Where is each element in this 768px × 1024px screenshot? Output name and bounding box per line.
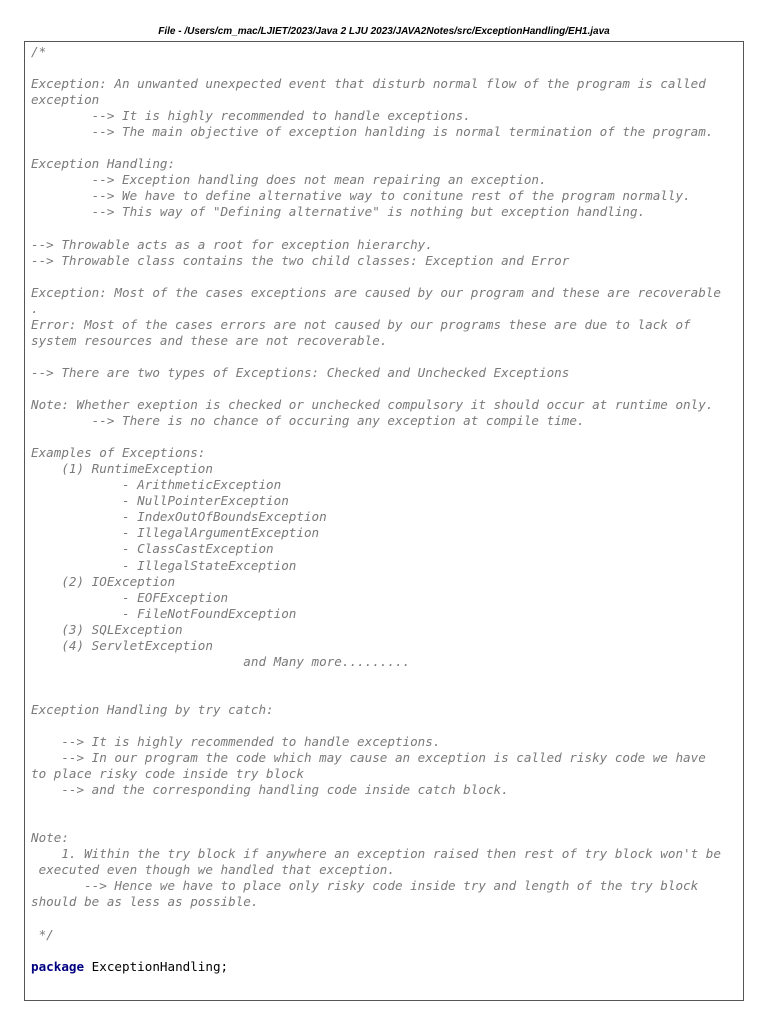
comment-line: --> There are two types of Exceptions: Checked and Unchecked Exceptions [31, 364, 570, 380]
comment-line [31, 686, 721, 702]
comment-line: - IllegalArgumentException [31, 525, 320, 541]
comment-line: Exception: An unwanted unexpected event that disturb normal flow of the program is called [31, 76, 706, 92]
comment-line: (4) ServletException [31, 637, 213, 653]
comment-line: - FileNotFoundException [31, 605, 297, 621]
comment-line: - NullPointerException [31, 493, 289, 509]
comment-line: Error: Most of the cases errors are not caused by our programs these are due to lack of [31, 316, 691, 332]
comment-line [31, 911, 721, 927]
comment-line: --> We have to define alternative way to conitune rest of the program normally. [31, 188, 691, 204]
comment-line: - EOFException [31, 589, 229, 605]
comment-line [31, 798, 721, 814]
comment-line: --> Exception handling does not mean repairing an exception. [31, 172, 547, 188]
comment-line: --> and the corresponding handling code inside catch block. [31, 782, 509, 798]
comment-line [31, 381, 721, 397]
comment-line [31, 60, 721, 76]
file-path-header: File - /Users/cm_mac/LJIET/2023/Java 2 LJU 2023/JAVA2Notes/src/ExceptionHandling/EH1.java [158, 26, 610, 37]
comment-line [31, 943, 721, 959]
comment-line: - IllegalStateException [31, 557, 297, 573]
comment-line: /* [31, 44, 47, 59]
comment-line: (3) SQLException [31, 621, 183, 637]
comment-line [31, 429, 721, 445]
comment-line [31, 670, 721, 686]
comment-line: (2) IOException [31, 573, 176, 589]
package-name: ExceptionHandling; [84, 958, 229, 974]
comment-line [31, 269, 721, 285]
code-listing [24, 41, 744, 1001]
comment-line: Exception Handling: [31, 156, 176, 172]
comment-line: Exception Handling by try catch: [31, 701, 274, 717]
comment-line [31, 814, 721, 830]
comment-line [31, 718, 721, 734]
comment-line: Note: Whether exeption is checked or unchecked compulsory it should occur at runtime only. [31, 397, 714, 413]
package-keyword: package [31, 958, 85, 974]
comment-line: --> There is no chance of occuring any exception at compile time. [31, 413, 585, 429]
comment-line: - ClassCastException [31, 541, 274, 557]
comment-line: should be as less as possible. [31, 894, 259, 910]
comment-line: 1. Within the try block if anywhere an exception raised then rest of try block won't be [31, 846, 721, 862]
comment-line: Examples of Exceptions: [31, 445, 206, 461]
comment-line: - IndexOutOfBoundsException [31, 509, 327, 525]
comment-line: (1) RuntimeException [31, 461, 213, 477]
comment-line: executed even though we handled that exception. [31, 862, 395, 878]
comment-line: system resources and these are not recoverable. [31, 332, 388, 348]
comment-line: and Many more......... [31, 653, 411, 669]
comment-line: --> Throwable acts as a root for exception hierarchy. [31, 236, 433, 252]
comment-line [31, 140, 721, 156]
comment-line: --> The main objective of exception hanlding is normal termination of the program. [31, 124, 714, 140]
comment-line: exception [31, 92, 100, 108]
comment-line: Exception: Most of the cases exceptions are caused by our program and these are recoverable [31, 284, 721, 300]
comment-line: --> It is highly recommended to handle exceptions. [31, 734, 441, 750]
comment-line: . [31, 300, 39, 316]
comment-line: --> This way of "Defining alternative" is nothing but exception handling. [31, 204, 646, 220]
comment-line: to place risky code inside try block [31, 766, 304, 782]
comment-line [31, 221, 721, 237]
source-code [31, 44, 721, 975]
comment-line: - ArithmeticException [31, 477, 282, 493]
comment-line: --> In our program the code which may cause an exception is called risky code we have [31, 750, 706, 766]
package-declaration [31, 959, 721, 975]
comment-line: */ [31, 926, 54, 942]
comment-line: --> Hence we have to place only risky code inside try and length of the try block [31, 878, 699, 894]
comment-line [31, 349, 721, 365]
comment-line: --> It is highly recommended to handle exceptions. [31, 108, 471, 124]
comment-line: --> Throwable class contains the two child classes: Exception and Error [31, 252, 570, 268]
comment-line: Note: [31, 830, 69, 846]
